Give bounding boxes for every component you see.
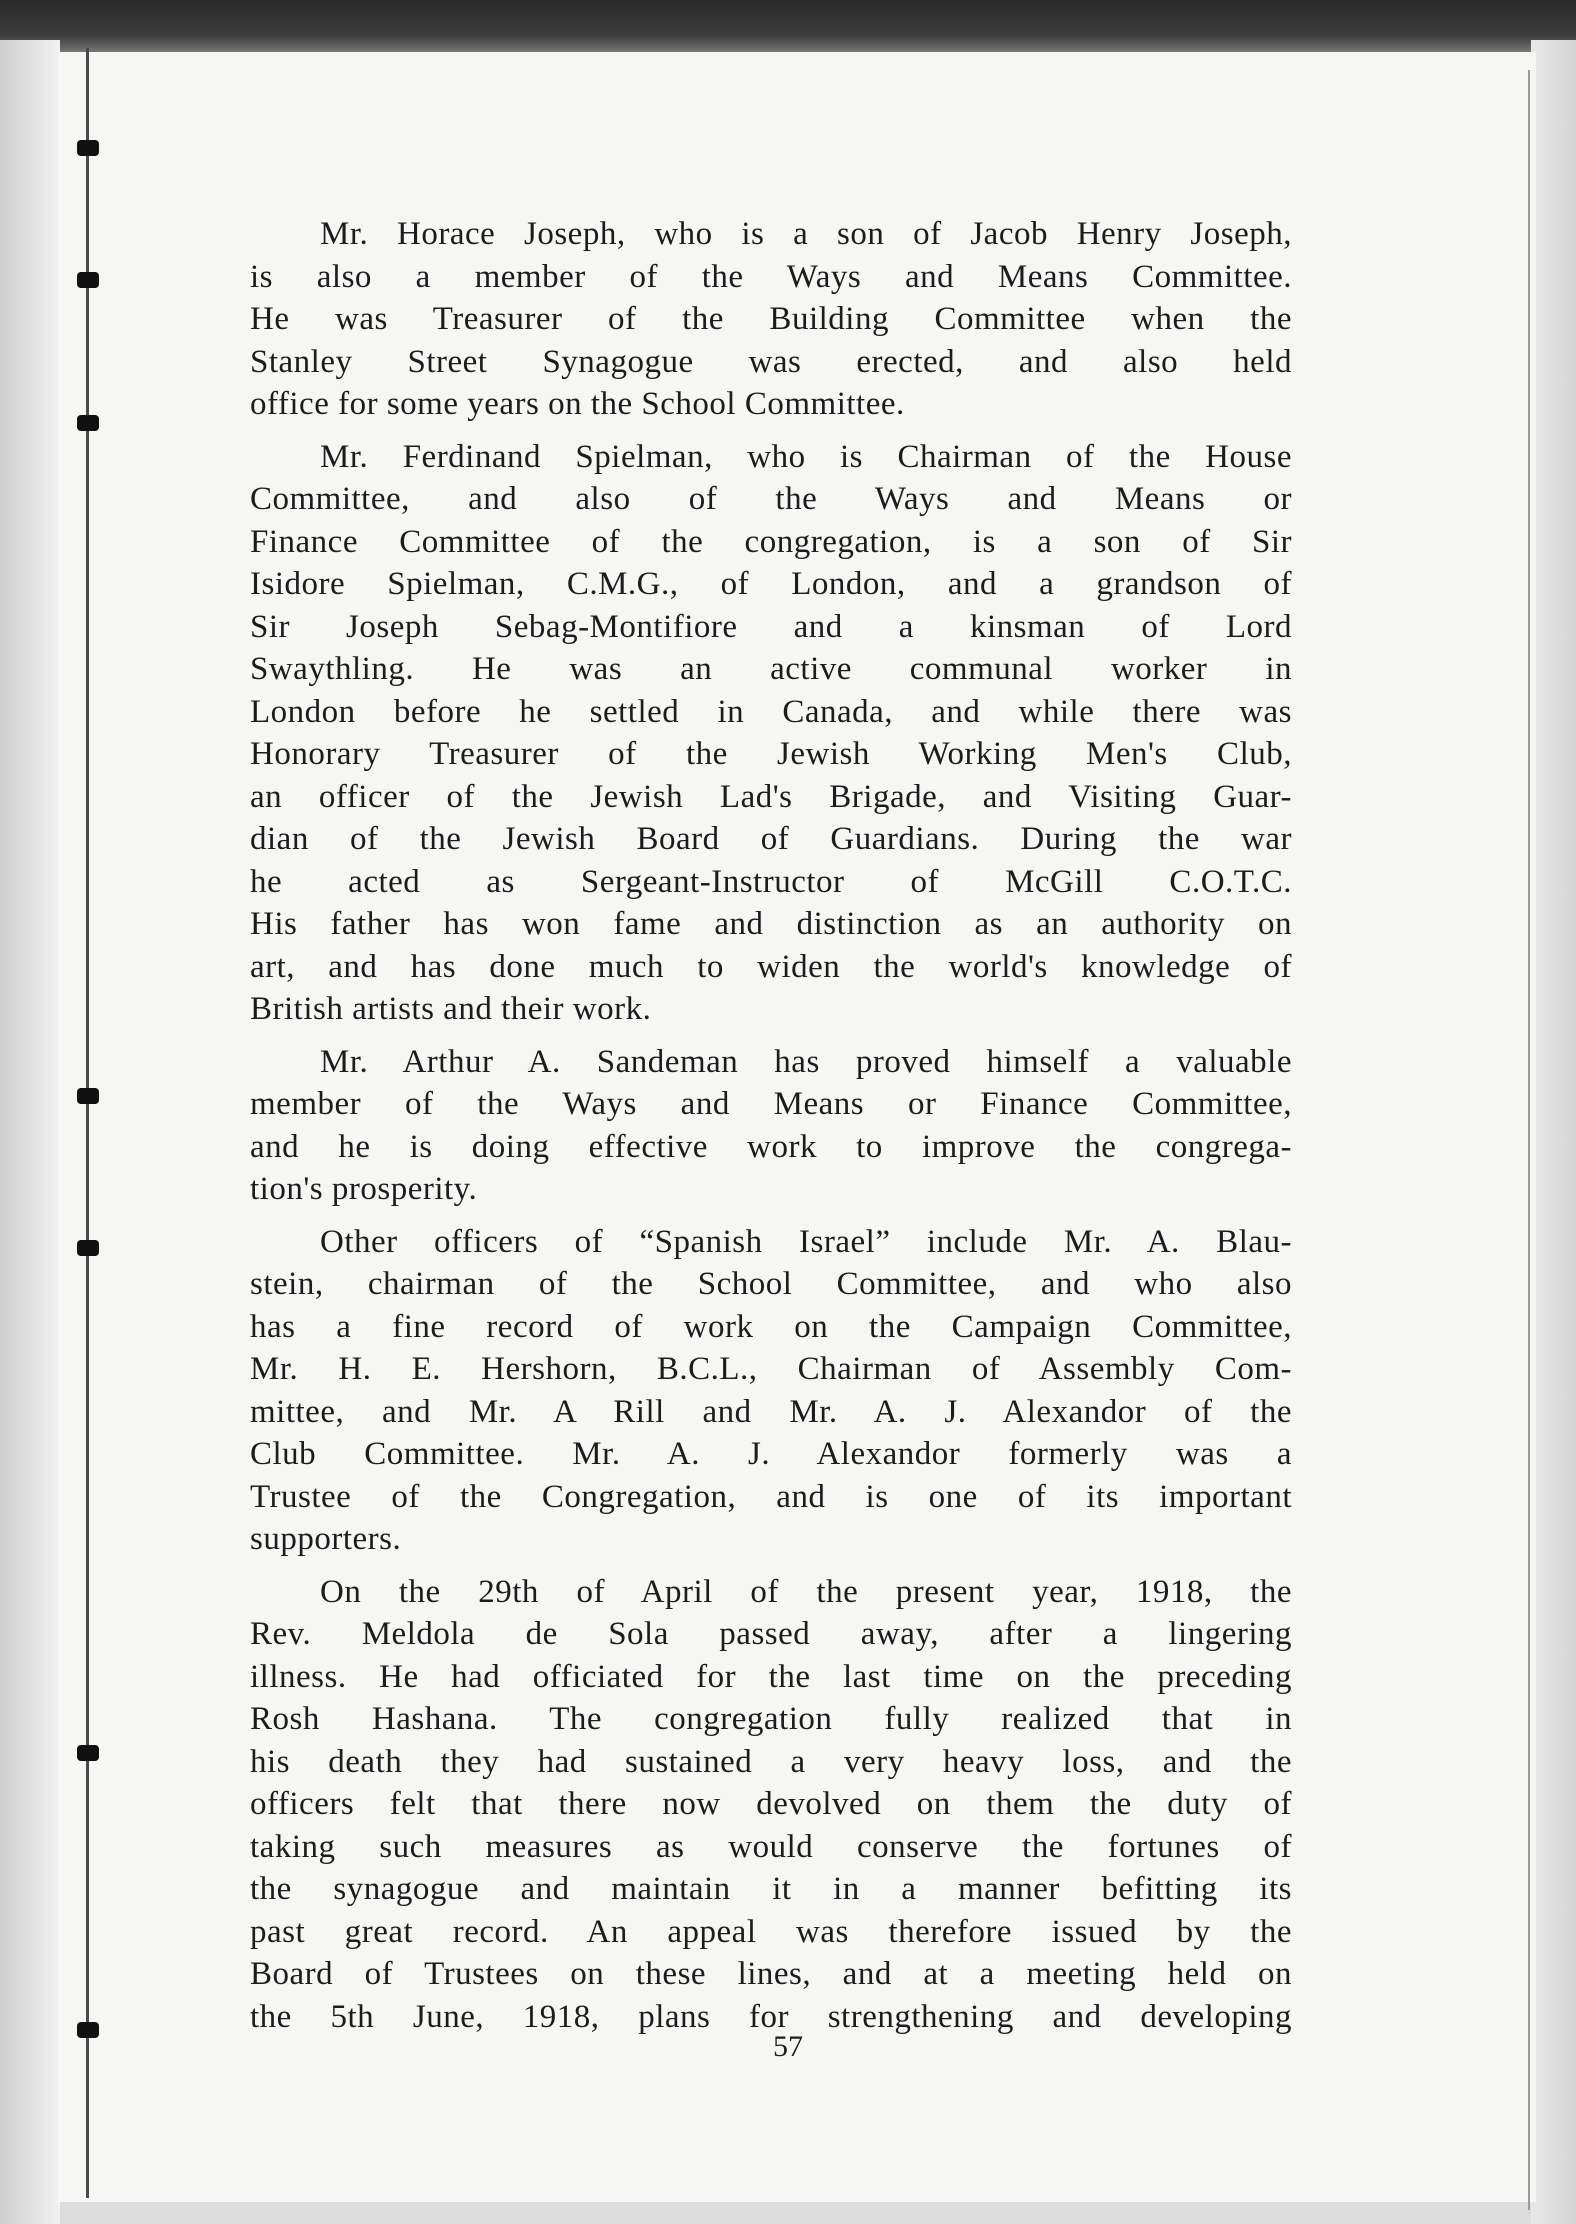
paragraph-arthur-sandeman — [250, 1041, 1292, 1211]
text-line: Swaythling. He was an active communal worker in — [250, 651, 1292, 687]
text-line: Trustee of the Congregation, and is one of its important — [250, 1478, 1292, 1515]
text-line: Rev. Meldola de Sola passed away, after a lingering — [250, 1616, 1292, 1652]
text-line: taking such measures as would conserve the fortunes of — [250, 1828, 1292, 1865]
page-right-edge — [1528, 70, 1530, 2210]
page-binding-edge — [86, 48, 89, 2198]
text-line: the synagogue and maintain it in a manner befitting its — [250, 1871, 1292, 1907]
text-line: and he is doing effective work to improve the congrega- — [250, 1128, 1292, 1165]
paragraph-horace-joseph — [250, 213, 1292, 426]
text-line: the 5th June, 1918, plans for strengthening and developing — [250, 1998, 1292, 2035]
text-line: officers felt that there now devolved on them the duty of — [250, 1786, 1292, 1822]
binding-hole — [77, 1745, 99, 1761]
text-line: Honorary Treasurer of the Jewish Working Men's Club, — [250, 736, 1292, 772]
text-line: Other officers of “Spanish Israel” include Mr. A. Blau- — [320, 1223, 1292, 1260]
text-line: his death they had sustained a very heavy loss, and the — [250, 1743, 1292, 1780]
text-line: Isidore Spielman, C.M.G., of London, and a grandson of — [250, 566, 1292, 602]
text-line: He was Treasurer of the Building Committee when the — [250, 301, 1292, 337]
text-line: Rosh Hashana. The congregation fully realized that in — [250, 1701, 1292, 1737]
binding-hole — [77, 415, 99, 431]
text-line: Finance Committee of the congregation, is a son of Sir — [250, 523, 1292, 560]
text-line: member of the Ways and Means or Finance Committee, — [250, 1086, 1292, 1122]
binding-hole — [77, 1240, 99, 1256]
text-line: Mr. H. E. Hershorn, B.C.L., Chairman of Assembly Com- — [250, 1351, 1292, 1387]
scanner-border-right — [1531, 40, 1576, 2224]
text-line: Mr. Ferdinand Spielman, who is Chairman of the House — [320, 438, 1292, 475]
scanner-border-left — [0, 40, 60, 2224]
text-line: His father has won fame and distinction as an authority on — [250, 906, 1292, 942]
text-line: tion's prosperity. — [250, 1171, 478, 1207]
paragraph-ferdinand-spielman — [250, 436, 1292, 1031]
body-text — [250, 213, 1292, 2048]
scanner-border-top — [0, 0, 1576, 58]
text-line: illness. He had officiated for the last time on the preceding — [250, 1658, 1292, 1695]
text-line: stein, chairman of the School Committee, and who also — [250, 1266, 1292, 1302]
text-line: Stanley Street Synagogue was erected, and also held — [250, 343, 1292, 380]
text-line: On the 29th of April of the present year, 1918, the — [320, 1573, 1292, 1610]
text-line: dian of the Jewish Board of Guardians. During the war — [250, 821, 1292, 857]
text-line: Board of Trustees on these lines, and at a meeting held on — [250, 1956, 1292, 1992]
text-line: is also a member of the Ways and Means Committee. — [250, 258, 1292, 295]
text-line: Committee, and also of the Ways and Means or — [250, 481, 1292, 517]
text-line: Mr. Horace Joseph, who is a son of Jacob Henry Joseph, — [320, 216, 1292, 252]
paragraph-meldola-de-sola — [250, 1571, 1292, 2039]
text-line: Mr. Arthur A. Sandeman has proved himself a valuable — [320, 1043, 1292, 1080]
paragraph-other-officers — [250, 1221, 1292, 1561]
text-line: has a fine record of work on the Campaign Committee, — [250, 1308, 1292, 1345]
page-number: 57 — [773, 2030, 803, 2063]
text-line: past great record. An appeal was therefore issued by the — [250, 1913, 1292, 1950]
binding-hole — [77, 140, 99, 156]
text-line: an officer of the Jewish Lad's Brigade, and Visiting Guar- — [250, 778, 1292, 815]
text-line: London before he settled in Canada, and while there was — [250, 693, 1292, 730]
text-line: British artists and their work. — [250, 991, 652, 1027]
text-line: supporters. — [250, 1521, 402, 1557]
text-line: office for some years on the School Committee. — [250, 386, 905, 422]
text-line: mittee, and Mr. A Rill and Mr. A. J. Alexandor of the — [250, 1393, 1292, 1430]
binding-hole — [77, 1088, 99, 1104]
text-line: Club Committee. Mr. A. J. Alexandor formerly was a — [250, 1436, 1292, 1472]
text-line: Sir Joseph Sebag-Montifiore and a kinsman of Lord — [250, 608, 1292, 645]
binding-hole — [77, 272, 99, 288]
text-line: he acted as Sergeant-Instructor of McGill C.O.T.C. — [250, 863, 1292, 900]
text-line: art, and has done much to widen the world's knowledge of — [250, 948, 1292, 985]
